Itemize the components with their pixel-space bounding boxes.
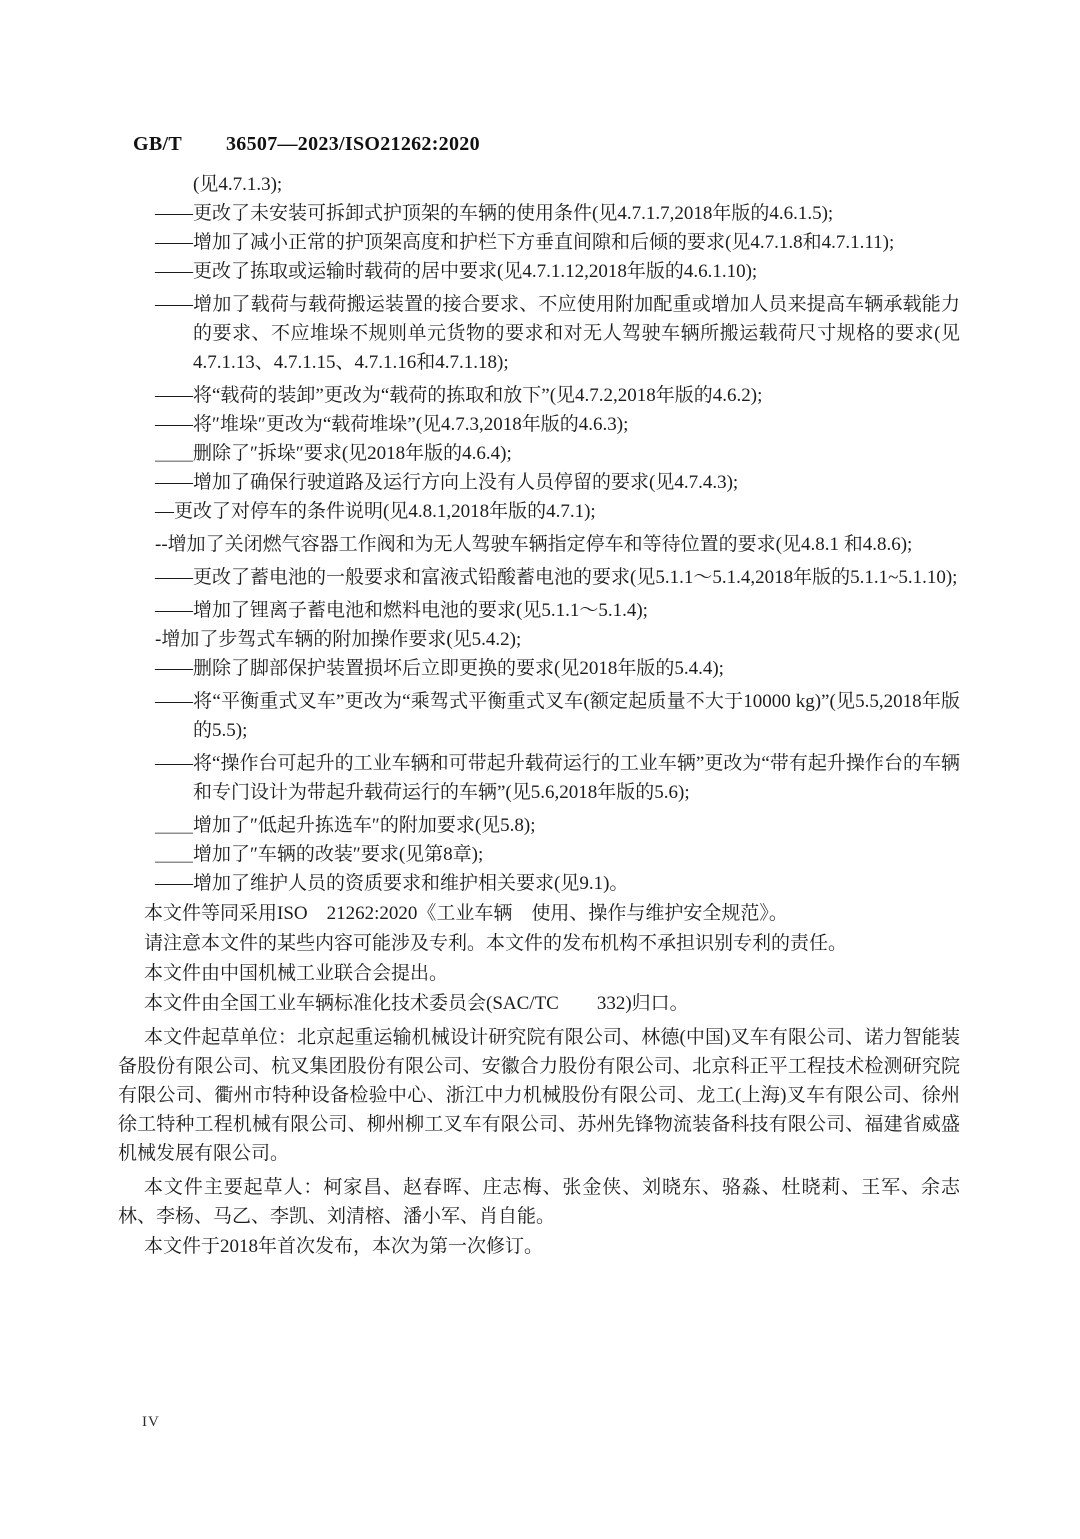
foreword-item: ——将″堆垛″更改为“载荷堆垛”(见4.7.3,2018年版的4.6.3); [155, 414, 629, 435]
foreword-item: ——将“操作台可起升的工业车辆和可带起升载荷运行的工业车辆”更改为“带有起升操作台的车辆和专门设计为带起升载荷运行的车辆”(见5.6,2018年版的5.6); [155, 753, 960, 803]
foreword-item: ——删除了脚部保护装置损坏后立即更换的要求(见2018年版的5.4.4); [155, 658, 724, 679]
foreword-item: ——更改了蓄电池的一般要求和富液式铅酸蓄电池的要求(见5.1.1～5.1.4,2018年版的5.1.1~5.1.10); [155, 567, 958, 588]
foreword-item: ＿＿增加了″车辆的改装″要求(见第8章); [155, 844, 484, 865]
foreword-paragraph: 本文件由全国工业车辆标准化技术委员会(SAC/TC 332)归口。 [144, 993, 689, 1014]
foreword-item: ＿＿增加了″低起升拣选车″的附加要求(见5.8); [155, 815, 536, 836]
foreword-item: ——增加了载荷与载荷搬运装置的接合要求、不应使用附加配重或增加人员来提高车辆承载能力的要求、不应堆垛不规则单元货物的要求和对无人驾驶车辆所搬运载荷尺寸规格的要求(见4.7.1.13、4.7.1.15、4.7.1.16和4.7.1.18); [155, 294, 960, 373]
foreword-paragraph: 本文件于2018年首次发布，本次为第一次修订。 [144, 1236, 544, 1257]
foreword-item: ——更改了未安装可拆卸式护顶架的车辆的使用条件(见4.7.1.7,2018年版的4.6.1.5); [155, 203, 834, 224]
foreword-item: ——更改了拣取或运输时载荷的居中要求(见4.7.1.12,2018年版的4.6.1.10); [155, 261, 758, 282]
document-header [133, 133, 480, 156]
foreword-item: -增加了步驾式车辆的附加操作要求(见5.4.2); [155, 629, 522, 650]
foreword-content [118, 170, 960, 1261]
foreword-item: —更改了对停车的条件说明(见4.8.1,2018年版的4.7.1); [155, 501, 596, 522]
foreword-paragraph: 本文件由中国机械工业联合会提出。 [144, 963, 449, 984]
page-number: IV [142, 1414, 160, 1430]
foreword-item: ——将“载荷的装卸”更改为“载荷的拣取和放下”(见4.7.2,2018年版的4.6.2); [155, 385, 763, 406]
foreword-paragraph: 本文件主要起草人：柯家昌、赵春晖、庄志梅、张金侠、刘晓东、骆淼、杜晓莉、王军、余志林、李杨、马乙、李凯、刘清榕、潘小军、肖自能。 [118, 1177, 960, 1227]
foreword-item: ——增加了确保行驶道路及运行方向上没有人员停留的要求(见4.7.4.3); [155, 472, 739, 493]
foreword-paragraph: 本文件起草单位：北京起重运输机械设计研究院有限公司、林德(中国)叉车有限公司、诺力智能装备股份有限公司、杭叉集团股份有限公司、安徽合力股份有限公司、北京科正平工程技术检测研究院有限公司、衢州市特种设备检验中心、浙江中力机械股份有限公司、龙工(上海)叉车有限公司、徐州徐工特种工程机械有限公司、柳州柳工叉车有限公司、苏州先锋物流装备科技有限公司、福建省威盛机械发展有限公司。 [118, 1027, 960, 1164]
foreword-item: ——增加了减小正常的护顶架高度和护栏下方垂直间隙和后倾的要求(见4.7.1.8和4.7.1.11); [155, 232, 895, 253]
standard-code: GB/T [133, 133, 182, 155]
foreword-paragraph: 本文件等同采用ISO 21262:2020《工业车辆 使用、操作与维护安全规范》。 [144, 903, 788, 924]
foreword-item: ——增加了维护人员的资质要求和维护相关要求(见9.1)。 [155, 873, 629, 894]
standard-number: 36507—2023/ISO21262:2020 [226, 133, 480, 155]
foreword-paragraph: 请注意本文件的某些内容可能涉及专利。本文件的发布机构不承担识别专利的责任。 [144, 933, 848, 954]
foreword-item: ——将“平衡重式叉车”更改为“乘驾式平衡重式叉车(额定起质量不大于10000 kg)”(见5.5,2018年版的5.5); [155, 691, 960, 741]
foreword-item: --增加了关闭燃气容器工作阀和为无人驾驶车辆指定停车和等待位置的要求(见4.8.1 和4.8.6); [155, 534, 913, 555]
foreword-item: ——增加了锂离子蓄电池和燃料电池的要求(见5.1.1～5.1.4); [155, 600, 648, 621]
foreword-item: (见4.7.1.3); [193, 174, 283, 195]
foreword-item: ＿＿删除了″拆垛″要求(见2018年版的4.6.4); [155, 443, 512, 464]
